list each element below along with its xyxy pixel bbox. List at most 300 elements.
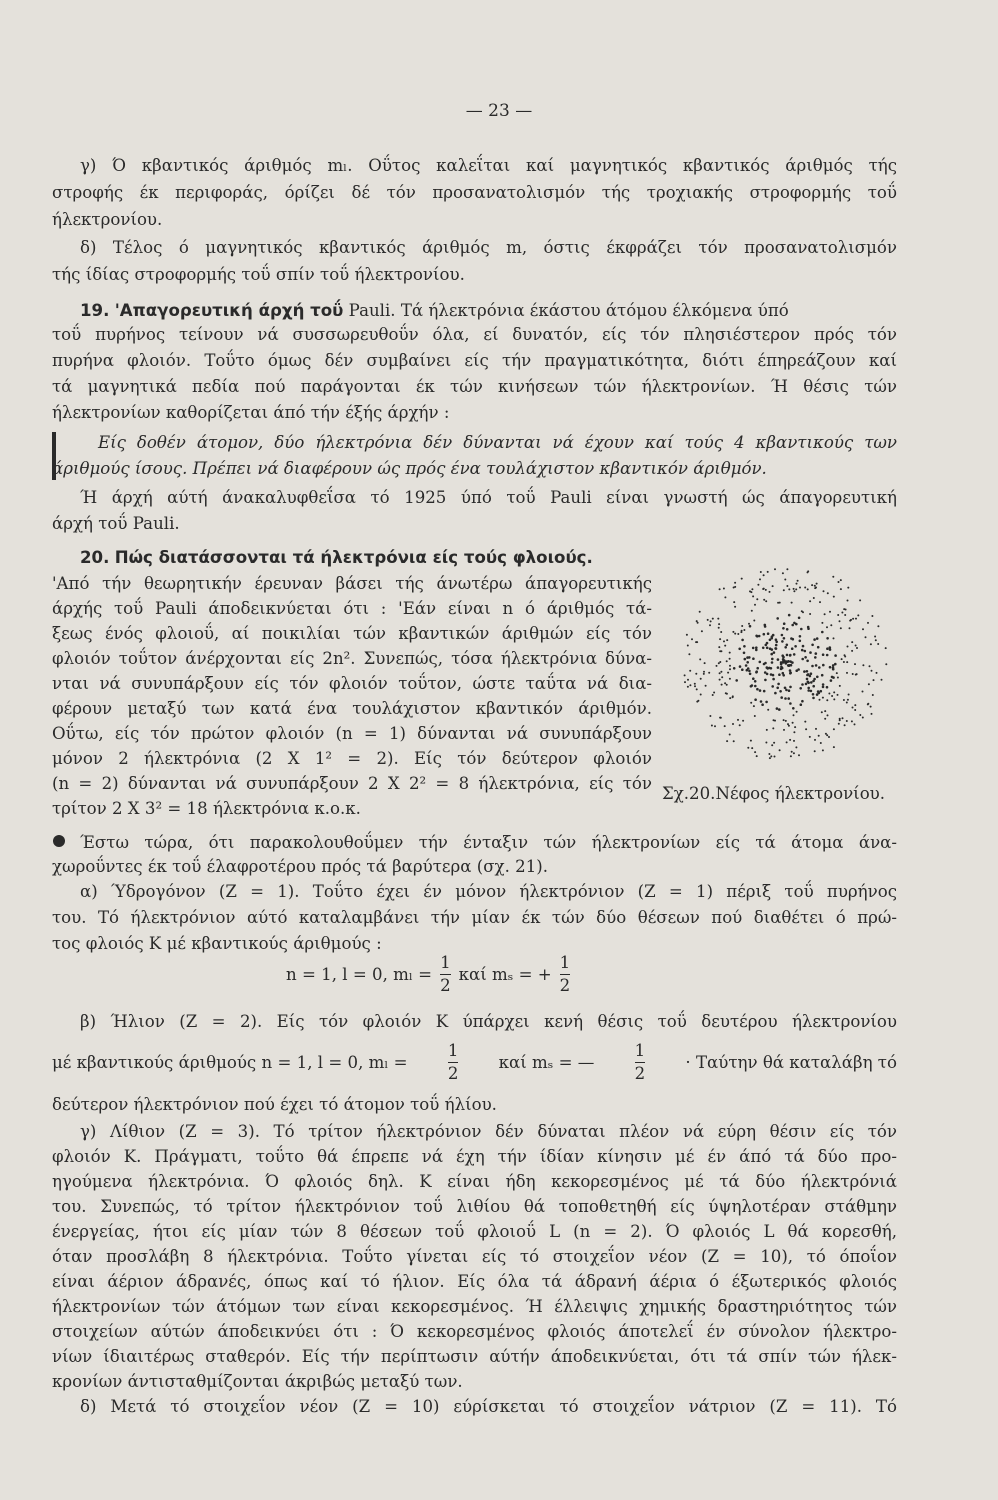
cloud-dot	[695, 641, 697, 643]
cloud-dot	[729, 668, 731, 670]
cloud-dot	[832, 576, 834, 578]
cloud-dot	[729, 678, 731, 680]
principle-line: άριθμούς ίσους. Πρέπει νά διαφέρουν ώς πρός ένα τουλάχιστον κβαντικόν άριθμόν.	[52, 459, 767, 478]
cloud-dot	[783, 719, 785, 721]
cloud-dot	[824, 613, 826, 615]
cloud-dot	[874, 636, 876, 638]
cloud-dot	[734, 606, 736, 608]
cloud-dot	[801, 700, 804, 703]
cloud-dot	[765, 600, 767, 602]
cloud-dot	[828, 736, 830, 738]
cloud-dot	[826, 647, 829, 650]
cloud-dot	[755, 635, 758, 638]
cloud-dot	[769, 647, 772, 650]
cloud-dot	[787, 697, 790, 700]
cloud-dot	[719, 638, 721, 640]
cloud-dot	[752, 657, 755, 660]
cloud-dot	[824, 710, 826, 712]
text-line: 'Από τήν θεωρητικήν έρευναν βάσει τής άνωτέρω άπαγορευτικής	[52, 574, 652, 593]
cloud-dot	[862, 717, 864, 719]
cloud-dot	[826, 699, 828, 701]
cloud-dot	[870, 706, 872, 708]
text-line: άρχή τοΰ Pauli.	[52, 514, 180, 533]
cloud-dot	[809, 613, 811, 615]
cloud-dot	[799, 640, 802, 643]
text-line: δεύτερον ήλεκτρόνιον πού έχει τό άτομον τοΰ ήλίου.	[52, 1095, 497, 1114]
cloud-dot	[807, 673, 810, 676]
cloud-dot	[767, 709, 769, 711]
cloud-dot	[752, 647, 755, 650]
cloud-dot	[780, 696, 783, 699]
cloud-dot	[822, 697, 824, 699]
cloud-dot	[734, 633, 736, 635]
text-line: του. Συνεπώς, τό τρίτον ήλεκτρόνιον τοΰ λιθίου θά τοποθετηθή είς ύψηλοτέραν στάθμην	[52, 1197, 897, 1216]
cloud-dot	[824, 718, 826, 720]
cloud-dot	[843, 699, 845, 701]
cloud-dot	[791, 751, 793, 753]
section-number: 19.	[80, 301, 110, 320]
cloud-dot	[779, 602, 781, 604]
cloud-dot	[807, 687, 810, 690]
cloud-dot	[862, 691, 864, 693]
cloud-dot	[769, 639, 772, 642]
cloud-dot	[868, 683, 870, 685]
formula-text: καί mₛ = —	[498, 1053, 595, 1072]
cloud-dot	[732, 695, 734, 697]
cloud-dot	[846, 672, 848, 674]
cloud-dot	[760, 571, 762, 573]
cloud-dot	[749, 590, 751, 592]
cloud-dot	[826, 637, 829, 640]
cloud-dot	[733, 667, 736, 670]
cloud-dot	[770, 755, 772, 757]
cloud-dot	[810, 681, 813, 684]
cloud-dot	[776, 707, 779, 710]
cloud-dot	[854, 704, 856, 706]
cloud-dot	[852, 673, 854, 675]
cloud-dot	[775, 644, 778, 647]
cloud-dot	[741, 668, 744, 671]
cloud-dot	[733, 601, 735, 603]
cloud-dot	[788, 689, 791, 692]
cloud-dot	[721, 684, 723, 686]
cloud-dot	[819, 699, 821, 701]
cloud-dot	[794, 645, 797, 648]
cloud-dot	[798, 617, 801, 620]
cloud-dot	[817, 646, 820, 649]
cloud-dot	[823, 590, 825, 592]
cloud-dot	[720, 671, 722, 673]
text-line: είναι άέριον άδρανές, όπως καί τό ήλιον. Είς όλα τά άδρανή άέρια ό έξωτερικός φλοιός	[52, 1272, 897, 1291]
cloud-dot	[786, 568, 788, 570]
cloud-dot	[859, 599, 861, 601]
cloud-dot	[696, 620, 698, 622]
cloud-dot	[780, 666, 783, 669]
cloud-dot	[847, 699, 849, 701]
cloud-dot	[844, 656, 846, 658]
cloud-dot	[793, 752, 795, 754]
cloud-dot	[781, 640, 784, 643]
cloud-dot	[792, 722, 794, 724]
cloud-dot	[743, 652, 746, 655]
cloud-dot	[726, 693, 728, 695]
cloud-dot	[766, 729, 768, 731]
cloud-dot	[877, 643, 879, 645]
cloud-dot	[821, 631, 824, 634]
cloud-dot	[826, 686, 829, 689]
cloud-dot	[723, 640, 725, 642]
formula-helium	[52, 1040, 897, 1085]
electron-cloud-figure	[672, 560, 898, 772]
cloud-dot	[786, 644, 789, 647]
cloud-dot	[732, 723, 734, 725]
cloud-dot	[820, 742, 822, 744]
cloud-dot	[754, 751, 756, 753]
cloud-dot	[784, 579, 786, 581]
cloud-dot	[744, 658, 747, 661]
cloud-dot	[750, 702, 752, 704]
text-line: ένεργείας, ήτοι είς μίαν τών 8 θέσεων τοΰ φλοιοΰ L (n = 2). Ό φλοιός L θά κορεσθή,	[52, 1222, 897, 1241]
cloud-dot	[703, 671, 705, 673]
cloud-dot	[696, 701, 698, 703]
cloud-dot	[762, 588, 764, 590]
cloud-dot	[847, 646, 849, 648]
cloud-dot	[804, 656, 807, 659]
cloud-dot	[814, 656, 817, 659]
cloud-dot	[813, 638, 816, 641]
cloud-dot	[720, 650, 722, 652]
cloud-dot	[771, 658, 774, 661]
cloud-dot	[865, 636, 867, 638]
cloud-dot	[793, 588, 795, 590]
cloud-dot	[767, 632, 770, 635]
cloud-dot	[763, 599, 765, 601]
cloud-dot	[817, 690, 820, 693]
cloud-dot	[694, 685, 696, 687]
text-line: γ) Λίθιον (Ζ = 3). Τό τρίτον ήλεκτρόνιον δέν δύναται πλέον νά εύρη θέσιν είς τόν	[80, 1122, 897, 1141]
cloud-dot	[809, 651, 812, 654]
cloud-dot	[696, 688, 698, 690]
cloud-dot	[773, 742, 775, 744]
cloud-dot	[844, 724, 846, 726]
cloud-dot	[765, 701, 768, 704]
cloud-dot	[818, 735, 820, 737]
cloud-dot	[799, 587, 801, 589]
cloud-dot	[790, 755, 792, 757]
cloud-dot	[822, 653, 825, 656]
cloud-dot	[807, 588, 809, 590]
cloud-dot	[781, 654, 784, 657]
cloud-dot	[740, 631, 742, 633]
cloud-dot	[726, 660, 728, 662]
cloud-dot	[847, 587, 849, 589]
cloud-dot	[783, 659, 786, 662]
cloud-dot	[775, 641, 778, 644]
cloud-dot	[724, 725, 726, 727]
cloud-dot	[686, 634, 688, 636]
section-19-heading-line	[52, 300, 897, 322]
text-line: ήλεκτρονίων τών άτόμων των είναι κεκορεσμένος. Ή έλλειψις χημικής δραστηριότητος τών	[52, 1297, 897, 1316]
cloud-dot	[764, 624, 767, 627]
cloud-dot	[838, 581, 840, 583]
cloud-dot	[818, 666, 821, 669]
cloud-dot	[780, 661, 783, 664]
text-line: Έστω τώρα, ότι παρακολουθοΰμεν τήν ένταξιν τών ήλεκτρονίων είς τά άτομα άνα-	[80, 833, 897, 852]
cloud-dot	[791, 624, 794, 627]
cloud-dot	[774, 756, 776, 758]
cloud-dot	[804, 650, 807, 653]
text-line: τρίτον 2 Χ 3² = 18 ήλεκτρόνια κ.ο.κ.	[52, 799, 361, 818]
cloud-dot	[814, 739, 816, 741]
cloud-dot	[867, 703, 869, 705]
cloud-dot	[771, 685, 774, 688]
cloud-dot	[846, 661, 848, 663]
cloud-dot	[813, 597, 815, 599]
cloud-dot	[727, 672, 729, 674]
cloud-dot	[719, 588, 721, 590]
cloud-dot	[726, 740, 728, 742]
cloud-dot	[837, 677, 839, 679]
cloud-dot	[778, 708, 781, 711]
cloud-dot	[787, 660, 790, 663]
text-line: δ) Τέλος ό μαγνητικός κβαντικός άριθμός m, όστις έκφράζει τόν προσανατολισμόν	[80, 238, 897, 257]
cloud-dot	[774, 568, 776, 570]
cloud-dot	[784, 697, 787, 700]
cloud-dot	[732, 631, 734, 633]
text-line: γ) Ό κβαντικός άριθμός mₗ. Οΰτος καλεΐται καί μαγνητικός κβαντικός άριθμός τής	[80, 156, 897, 175]
cloud-dot	[712, 694, 714, 696]
cloud-dot	[783, 729, 785, 731]
section-title: Πώς διατάσσονται τά ήλεκτρόνια είς τούς φλοιούς.	[114, 548, 593, 567]
cloud-dot	[755, 671, 758, 674]
text-line: χωροΰντες έκ τοΰ έλαφροτέρου πρός τά βαρύτερα (σχ. 21).	[52, 857, 548, 876]
cloud-dot	[881, 679, 883, 681]
cloud-dot	[726, 639, 728, 641]
cloud-dot	[854, 663, 856, 665]
text-line: στοιχείων αύτών άποδεικνύει ότι : Ό κεκορεσμένος φλοιός άποτελεΐ έν σύνολον ήλεκτρο-	[52, 1322, 897, 1341]
fraction	[560, 952, 571, 997]
cloud-dot	[776, 687, 779, 690]
cloud-dot	[752, 677, 755, 680]
text-line: α) Ύδρογόνον (Ζ = 1). Τοΰτο έχει έν μόνον ήλεκτρόνιον (Ζ = 1) πέριξ τοΰ πυρήνος	[80, 882, 897, 901]
cloud-dot	[793, 731, 795, 733]
cloud-dot	[783, 622, 786, 625]
cloud-dot	[746, 661, 749, 664]
cloud-dot	[695, 673, 697, 675]
cloud-dot	[862, 628, 864, 630]
cloud-dot	[805, 683, 808, 686]
cloud-dot	[802, 645, 805, 648]
cloud-dot	[751, 747, 753, 749]
cloud-dot	[769, 591, 771, 593]
cloud-dot	[876, 672, 878, 674]
cloud-dot	[743, 645, 746, 648]
cloud-dot	[792, 707, 795, 710]
cloud-dot	[772, 674, 775, 677]
cloud-dot	[756, 598, 758, 600]
cloud-dot	[871, 615, 873, 617]
text-line: τής ίδίας στροφορμής τοΰ σπίν τοΰ ήλεκτρονίου.	[52, 265, 465, 284]
cloud-dot	[745, 664, 748, 667]
cloud-dot	[709, 715, 711, 717]
cloud-dot	[826, 734, 828, 736]
cloud-dot	[816, 693, 819, 696]
cloud-dot	[750, 740, 752, 742]
cloud-dot	[747, 747, 749, 749]
cloud-dot	[737, 719, 739, 721]
text-line: όταν προσλάβη 8 ήλεκτρόνια. Τοΰτο γίνεται είς τό στοιχεΐον νέον (Ζ = 10), τό όποΐον	[52, 1247, 897, 1266]
cloud-dot	[862, 664, 864, 666]
cloud-dot	[748, 623, 750, 625]
cloud-dot	[751, 684, 754, 687]
cloud-dot	[719, 661, 721, 663]
text-line: τος φλοιός Κ μέ κβαντικούς άριθμούς :	[52, 934, 382, 953]
cloud-dot	[786, 741, 788, 743]
text-line: ήλεκτρονίου.	[52, 210, 163, 229]
cloud-dot	[804, 587, 806, 589]
text-line: μόνον 2 ήλεκτρόνια (2 Χ 1² = 2). Είς τόν δεύτερον φλοιόν	[52, 749, 652, 768]
cloud-dot	[718, 623, 720, 625]
cloud-dot	[791, 647, 794, 650]
cloud-dot	[793, 740, 795, 742]
cloud-dot	[771, 661, 774, 664]
cloud-dot	[821, 674, 824, 677]
cloud-dot	[753, 620, 755, 622]
cloud-dot	[783, 637, 786, 640]
cloud-dot	[739, 724, 741, 726]
fraction	[448, 1040, 459, 1085]
cloud-dot	[742, 720, 744, 722]
cloud-dot	[720, 631, 722, 633]
cloud-dot	[778, 673, 781, 676]
cloud-dot	[703, 673, 705, 675]
cloud-dot	[784, 687, 787, 690]
cloud-dot	[822, 749, 824, 751]
cloud-dot	[787, 723, 789, 725]
cloud-dot	[766, 667, 769, 670]
cloud-dot	[827, 592, 829, 594]
cloud-dot	[821, 711, 823, 713]
cloud-dot	[794, 726, 796, 728]
cloud-dot	[833, 596, 835, 598]
cloud-dot	[816, 637, 819, 640]
cloud-dot	[804, 721, 806, 723]
cloud-dot	[844, 614, 846, 616]
cloud-dot	[854, 709, 856, 711]
text-line: φλοιόν Κ. Πράγματι, τοΰτο θά έπρεπε νά έχη τήν ίδίαν κίνησιν μέ έν άπό τά δύο προ-	[52, 1147, 897, 1166]
cloud-dot	[724, 682, 726, 684]
cloud-dot	[689, 670, 691, 672]
cloud-dot	[716, 665, 718, 667]
cloud-dot	[793, 714, 795, 716]
cloud-dot	[830, 679, 833, 682]
cloud-dot	[701, 630, 703, 632]
cloud-dot	[729, 665, 731, 667]
cloud-dot	[810, 690, 813, 693]
cloud-dot	[770, 667, 773, 670]
cloud-dot	[765, 742, 767, 744]
cloud-dot	[734, 582, 736, 584]
cloud-dot	[812, 680, 815, 683]
text-line: Οΰτω, είς τόν πρώτον φλοιόν (n = 1) δύνανται νά συνυπάρξουν	[52, 724, 652, 743]
cloud-dot	[839, 685, 841, 687]
cloud-dot	[739, 665, 742, 668]
cloud-dot	[850, 619, 852, 621]
cloud-dot	[773, 651, 776, 654]
formula-text: καί mₛ = +	[458, 965, 552, 984]
cloud-dot	[871, 713, 873, 715]
cloud-dot	[837, 614, 839, 616]
section-title: 'Απαγορευτική άρχή τοΰ	[114, 301, 344, 320]
cloud-dot	[795, 669, 798, 672]
cloud-dot	[788, 588, 790, 590]
fraction-denominator: 2	[559, 976, 571, 995]
cloud-dot	[783, 589, 785, 591]
cloud-dot	[714, 725, 716, 727]
cloud-dot	[712, 618, 714, 620]
cloud-dot	[774, 692, 777, 695]
cloud-dot	[871, 670, 873, 672]
cloud-dot	[801, 683, 804, 686]
fraction-denominator: 2	[440, 976, 451, 995]
cloud-dot	[851, 720, 853, 722]
cloud-dot	[819, 601, 821, 603]
cloud-dot	[721, 676, 723, 678]
cloud-dot	[833, 728, 835, 730]
cloud-dot	[814, 587, 816, 589]
cloud-dot	[768, 753, 770, 755]
cloud-dot	[854, 723, 856, 725]
text-line: νίων ίδιαιτέρως σταθερόν. Είς τήν περίπτωσιν αύτήν άποδεικνύεται, ότι τά σπίν τών ήλεκ-	[52, 1347, 897, 1366]
cloud-dot	[843, 608, 845, 610]
text-line: φέρουν μεταξύ των κατά ένα τουλάχιστον κβαντικόν άριθμόν.	[52, 699, 652, 718]
cloud-dot	[796, 711, 798, 713]
cloud-dot	[737, 633, 739, 635]
cloud-dot	[829, 646, 832, 649]
text-line: β) Ήλιον (Ζ = 2). Είς τόν φλοιόν Κ ύπάρχει κενή θέσις τοΰ δευτέρου ήλεκτρονίου	[80, 1012, 897, 1031]
cloud-dot	[846, 702, 848, 704]
cloud-dot	[832, 664, 835, 667]
cloud-dot	[822, 683, 825, 686]
cloud-dot	[809, 736, 811, 738]
cloud-dot	[834, 654, 837, 657]
cloud-dot	[748, 656, 751, 659]
text-line: φλοιόν τοΰτον άνέρχονται είς 2n². Συνεπώς, τόσα ήλεκτρόνια δύνα-	[52, 649, 652, 668]
cloud-dot	[756, 667, 759, 670]
cloud-dot	[811, 665, 814, 668]
cloud-dot	[877, 625, 879, 627]
cloud-dot	[687, 686, 689, 688]
cloud-dot	[852, 707, 854, 709]
cloud-dot	[729, 658, 731, 660]
cloud-dot	[812, 693, 815, 696]
cloud-dot	[833, 746, 835, 748]
cloud-dot	[761, 703, 764, 706]
cloud-dot	[827, 714, 829, 716]
cloud-dot	[829, 666, 832, 669]
cloud-dot	[826, 654, 829, 657]
cloud-dot	[828, 693, 830, 695]
cloud-dot	[833, 637, 835, 639]
cloud-dot	[786, 654, 789, 657]
cloud-dot	[826, 626, 828, 628]
cloud-dot	[789, 654, 792, 657]
cloud-dot	[841, 612, 843, 614]
cloud-dot	[704, 662, 706, 664]
cloud-dot	[726, 684, 728, 686]
cloud-dot	[848, 694, 850, 696]
text-line: άρχής τοΰ Pauli άποδεικνύεται ότι : 'Εάν είναι n ό άριθμός τά-	[52, 599, 652, 618]
